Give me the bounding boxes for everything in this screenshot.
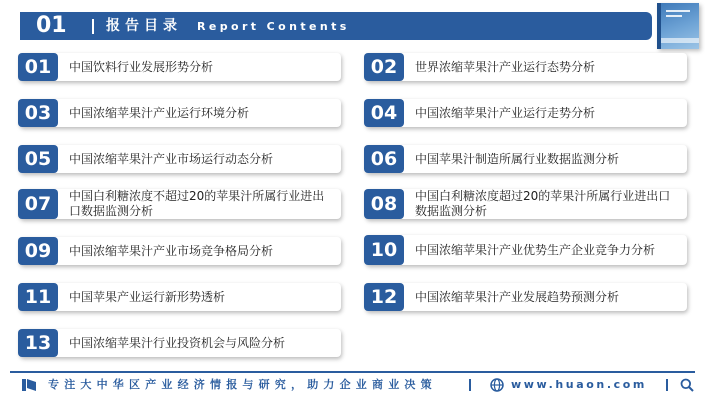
toc-item-number: 01 bbox=[18, 53, 58, 81]
toc-item[interactable] bbox=[365, 235, 687, 265]
header-divider bbox=[92, 19, 94, 34]
toc-item[interactable] bbox=[19, 283, 341, 311]
toc-item-label: 中国浓缩苹果汁产业运行环境分析 bbox=[69, 105, 250, 120]
toc-item-label: 世界浓缩苹果汁产业运行态势分析 bbox=[415, 59, 596, 74]
toc-item[interactable] bbox=[365, 283, 687, 311]
section-number: 01 bbox=[36, 13, 67, 38]
toc-item-number: 03 bbox=[18, 99, 58, 127]
toc-item-number: 05 bbox=[18, 145, 58, 173]
toc-item[interactable] bbox=[19, 53, 341, 81]
toc-item-number: 13 bbox=[18, 329, 58, 357]
toc-item-label: 中国浓缩苹果汁产业发展趋势预测分析 bbox=[415, 289, 620, 304]
toc-item-number: 08 bbox=[364, 189, 404, 219]
toc-item-number: 12 bbox=[364, 283, 404, 311]
toc-item-label: 中国浓缩苹果汁产业市场竞争格局分析 bbox=[69, 243, 274, 258]
footer bbox=[18, 376, 698, 394]
book-title-line bbox=[666, 10, 690, 12]
section-title: 报告目录 bbox=[106, 18, 182, 34]
book-band bbox=[661, 38, 699, 43]
footer-divider bbox=[10, 371, 695, 373]
toc-item-label: 中国浓缩苹果汁产业优势生产企业竞争力分析 bbox=[415, 242, 656, 257]
toc-item[interactable] bbox=[19, 237, 341, 265]
toc-item-number: 11 bbox=[18, 283, 58, 311]
toc-item[interactable] bbox=[365, 53, 687, 81]
search-icon[interactable] bbox=[680, 378, 694, 392]
footer-separator bbox=[469, 379, 471, 391]
toc-item[interactable] bbox=[19, 99, 341, 127]
book-cover-icon bbox=[657, 3, 699, 49]
toc-item-number: 02 bbox=[364, 53, 404, 81]
toc-item-label: 中国苹果产业运行新形势透析 bbox=[69, 289, 226, 304]
section-subtitle: Report Contents bbox=[197, 20, 350, 33]
toc-item-label: 中国饮料行业发展形势分析 bbox=[69, 59, 214, 74]
toc-item-number: 09 bbox=[18, 237, 58, 265]
toc-item[interactable] bbox=[365, 145, 687, 173]
toc-item[interactable] bbox=[365, 189, 687, 219]
toc-item-number: 04 bbox=[364, 99, 404, 127]
toc-item-label: 中国浓缩苹果汁产业运行走势分析 bbox=[415, 105, 596, 120]
footer-separator bbox=[666, 379, 668, 391]
toc-item-number: 07 bbox=[18, 189, 58, 219]
globe-icon bbox=[490, 378, 504, 392]
toc-item-label: 中国白利糖浓度超过20的苹果汁所属行业进出口数据监测分析 bbox=[415, 189, 671, 218]
toc-item-label: 中国苹果汁制造所属行业数据监测分析 bbox=[415, 151, 620, 166]
toc-item-label: 中国浓缩苹果汁行业投资机会与风险分析 bbox=[69, 335, 286, 350]
logo-icon bbox=[22, 378, 36, 392]
book-title-line bbox=[666, 15, 682, 17]
toc-item[interactable] bbox=[19, 145, 341, 173]
toc-item-number: 10 bbox=[364, 235, 404, 265]
toc-item[interactable] bbox=[19, 329, 341, 357]
toc-item[interactable] bbox=[19, 189, 341, 219]
toc-item-label: 中国白利糖浓度不超过20的苹果汁所属行业进出口数据监测分析 bbox=[69, 189, 325, 218]
footer-slogan: 专注大中华区产业经济情报与研究，助力企业商业决策 bbox=[48, 378, 437, 391]
website-link[interactable]: www.huaon.com bbox=[511, 378, 647, 391]
toc-item-number: 06 bbox=[364, 145, 404, 173]
toc-item-label: 中国浓缩苹果汁产业市场运行动态分析 bbox=[69, 151, 274, 166]
section-header bbox=[20, 12, 652, 40]
toc-item[interactable] bbox=[365, 99, 687, 127]
